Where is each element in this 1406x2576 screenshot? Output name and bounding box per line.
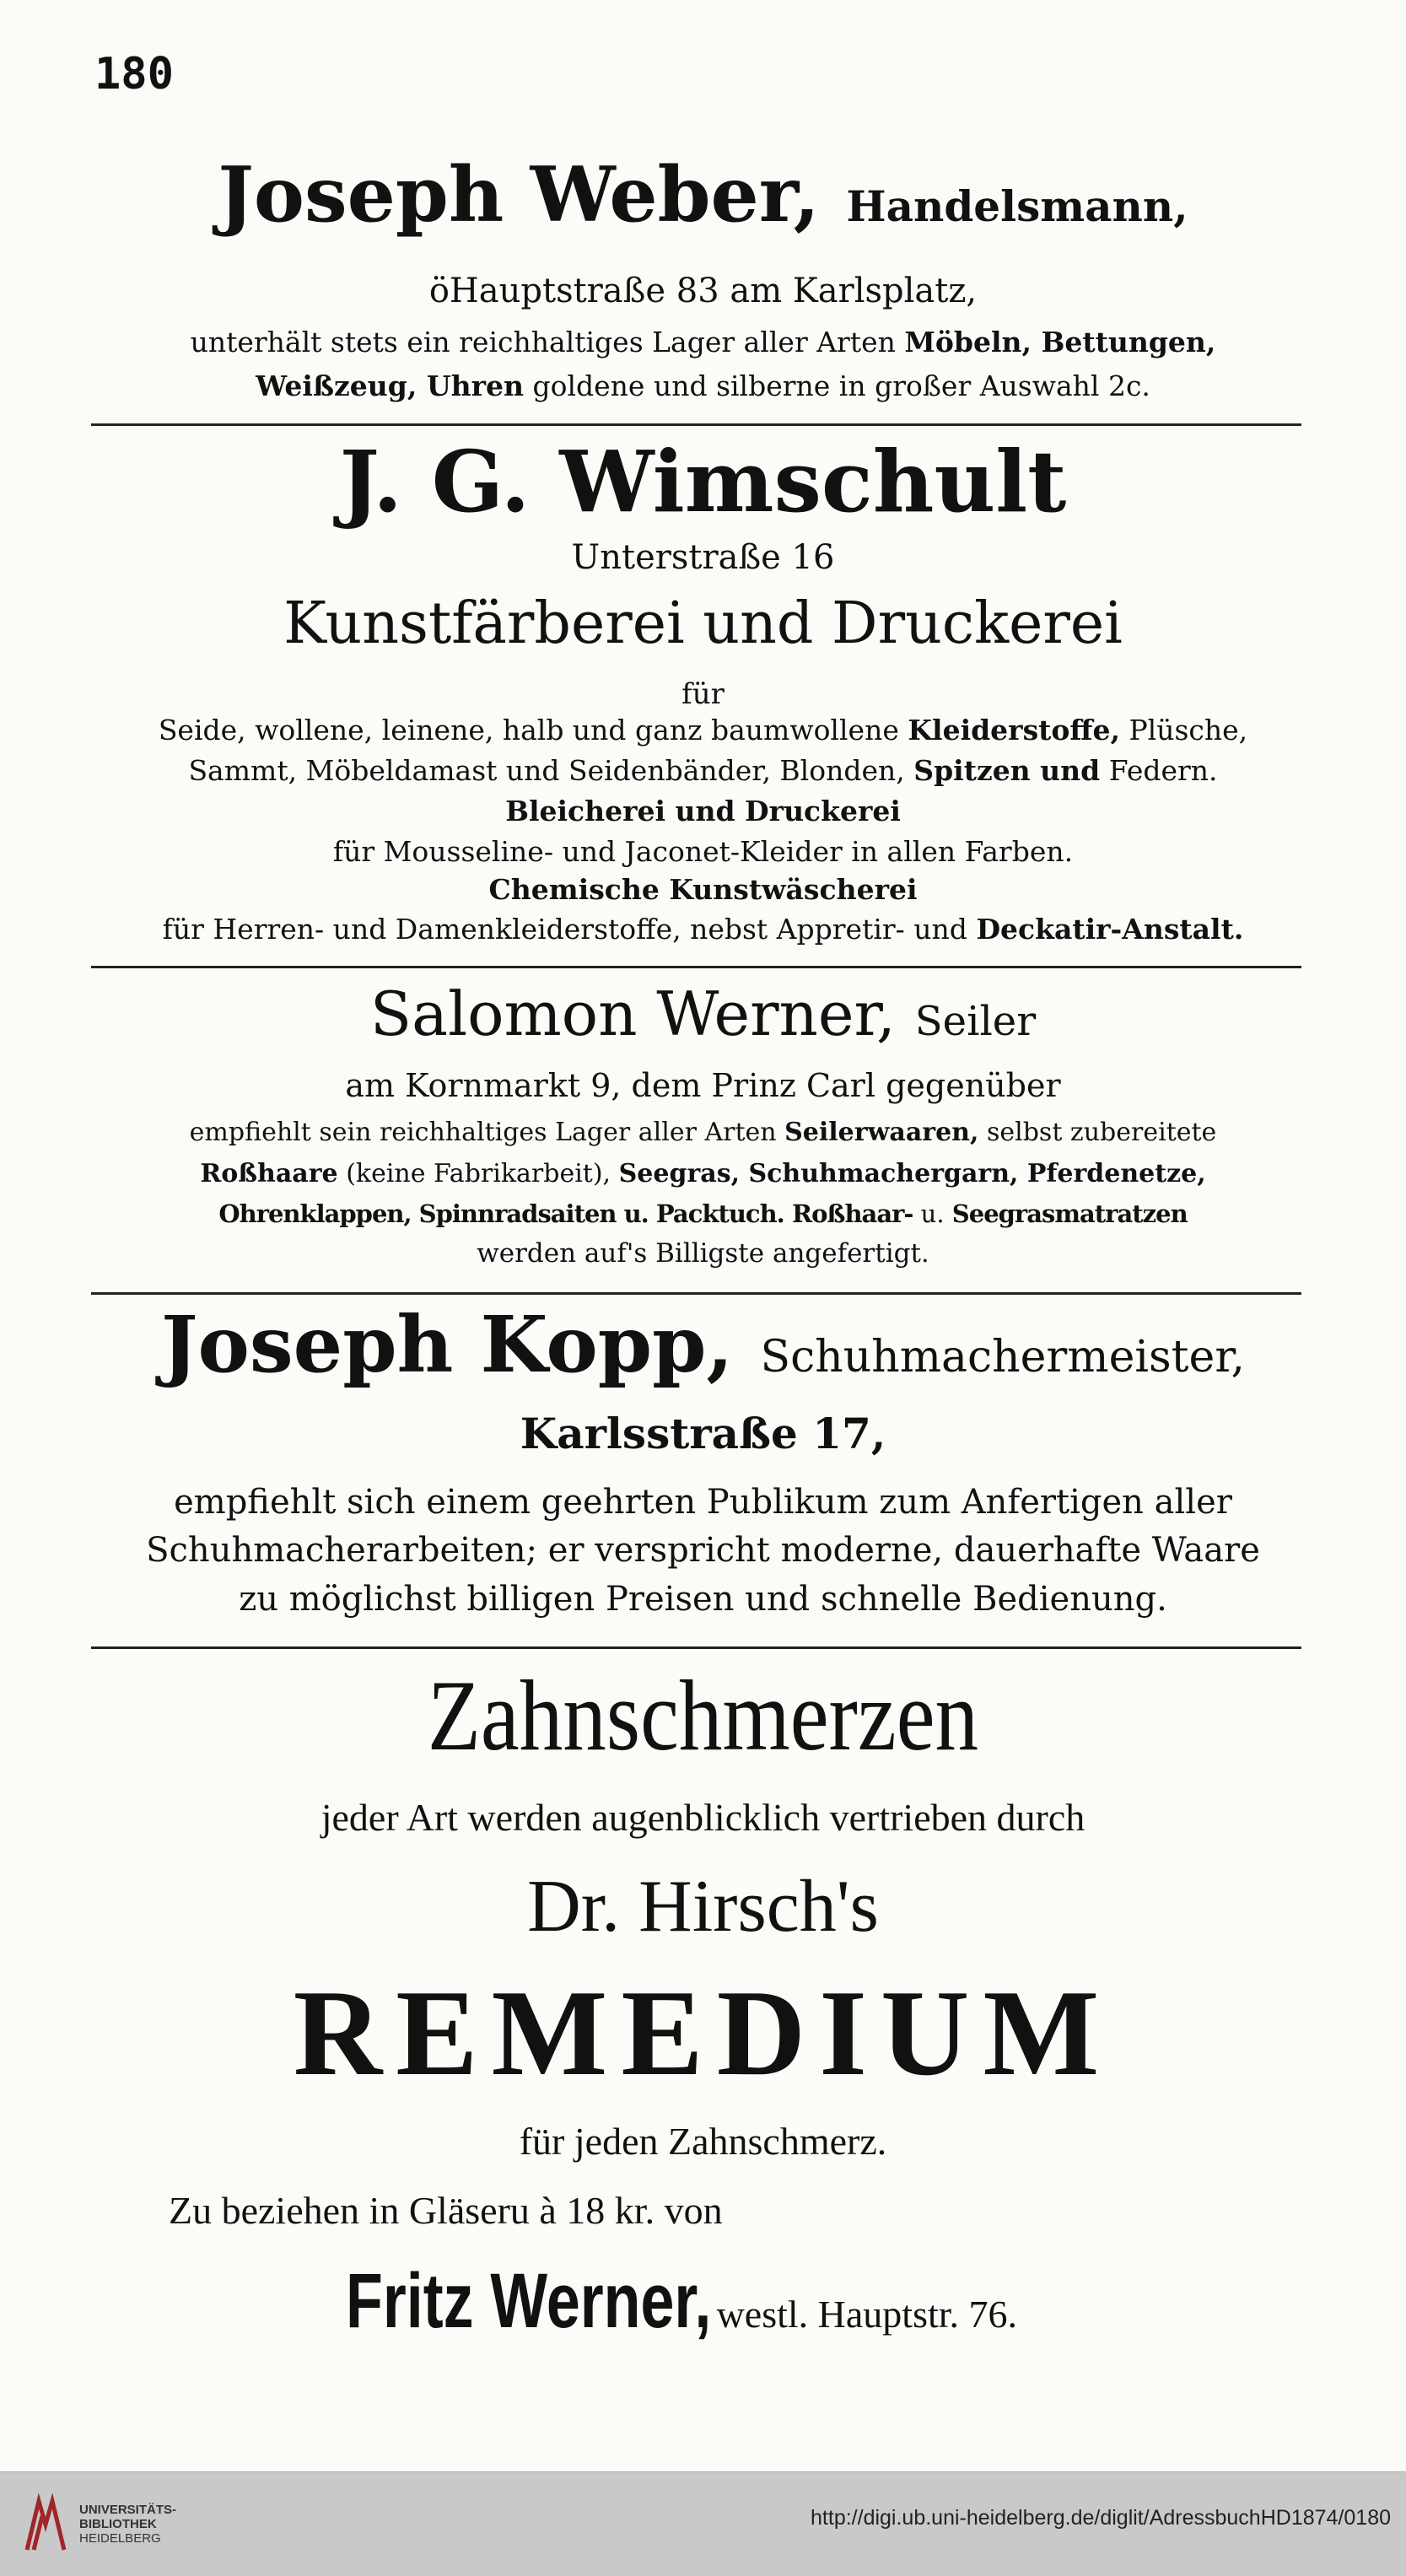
wimschult-line-4: für Herren- und Damenkleiderstoffe, nebst Appretir- und Deckatir-Anstalt. — [162, 913, 1244, 946]
werner-line-1: empfiehlt sein reichhaltiges Lager aller Arten Seilerwaaren, selbst zubereitete — [189, 1118, 1217, 1147]
wimschult-fuer: für — [681, 677, 725, 711]
weber-name: Joseph Weber, — [218, 150, 820, 240]
weber-heading — [0, 150, 1406, 240]
kopp-title: Schuhmachermeister, — [760, 1332, 1245, 1382]
university-library-logo — [15, 2491, 74, 2558]
divider — [91, 1292, 1301, 1295]
werner-address: am Kornmarkt 9, dem Prinz Carl gegenüber — [345, 1067, 1061, 1104]
hirsch-product: REMEDIUM — [293, 1964, 1113, 2101]
kopp-line-1: empfiehlt sich einem geehrten Publikum zum Anfertigen aller — [174, 1483, 1232, 1522]
werner-line-2: Roßhaare (keine Fabrikarbeit), Seegras, Schuhmachergarn, Pferdenetze, — [200, 1159, 1206, 1188]
hirsch-line-2: für jeden Zahnschmerz. — [519, 2120, 887, 2163]
wimschult-line-2: Sammt, Möbeldamast und Seidenbänder, Blonden, Spitzen und Federn. — [188, 754, 1218, 787]
weber-line-1: unterhält stets ein reichhaltiges Lager aller Arten Möbeln, Bettungen, — [190, 326, 1216, 358]
weber-title: Handelsmann, — [846, 181, 1188, 231]
weber-line-2: Weißzeug, Uhren goldene und silberne in großer Auswahl 2c. — [256, 369, 1150, 402]
wimschult-line-1: Seide, wollene, leinene, halb und ganz baumwollene Kleiderstoffe, Plüsche, — [158, 714, 1248, 746]
divider — [91, 423, 1301, 426]
werner-title: Seiler — [914, 998, 1037, 1045]
hirsch-doctor: Dr. Hirsch's — [527, 1866, 879, 1948]
wimschult-heading: Kunstfärberei und Druckerei — [283, 590, 1123, 657]
werner-line-3: Ohrenklappen, Spinnradsaiten u. Packtuch. Roßhaar- u. Seegrasmatratzen — [218, 1199, 1188, 1228]
kopp-line-3: zu möglichst billigen Preisen und schnelle Bedienung. — [239, 1580, 1167, 1619]
divider — [91, 966, 1301, 968]
kopp-address: Karlsstraße 17, — [520, 1409, 886, 1458]
weber-address: öHauptstraße 83 am Karlsplatz, — [428, 272, 978, 310]
page-number: 180 — [94, 49, 174, 100]
hirsch-line-3: Zu beziehen in Gläseru à 18 kr. von — [169, 2189, 723, 2232]
hirsch-seller-line — [346, 2257, 1017, 2346]
footer-bar — [0, 2471, 1406, 2576]
werner-name: Salomon Werner, — [369, 978, 896, 1049]
wimschult-name: J. G. Wimschult — [339, 432, 1067, 531]
wimschult-line-3: für Mousseline- und Jaconet-Kleider in allen Farben. — [332, 835, 1074, 868]
source-url-link[interactable]: http://digi.ub.uni-heidelberg.de/diglit/AdressbuchHD1874/0180 — [811, 2506, 1391, 2530]
hirsch-line-1: jeder Art werden augenblicklich vertrieben durch — [321, 1796, 1085, 1839]
werner-heading — [0, 978, 1406, 1049]
hirsch-seller: Fritz Werner, — [346, 2258, 712, 2344]
kopp-heading — [0, 1299, 1406, 1390]
kopp-line-2: Schuhmacherarbeiten; er verspricht moderne, dauerhafte Waare — [146, 1531, 1260, 1570]
wimschult-subheading-1: Bleicherei und Druckerei — [505, 795, 901, 827]
werner-line-4: werden auf's Billigste angefertigt. — [477, 1238, 929, 1269]
hirsch-headline: Zahnschmerzen — [427, 1659, 979, 1771]
hirsch-seller-address: westl. Hauptstr. 76. — [716, 2293, 1018, 2336]
divider — [91, 1646, 1301, 1649]
wimschult-address: Unterstraße 16 — [571, 538, 835, 577]
library-name: UNIVERSITÄTS- BIBLIOTHEK HEIDELBERG — [79, 2503, 177, 2546]
wimschult-subheading-2: Chemische Kunstwäscherei — [488, 873, 918, 906]
kopp-name: Joseph Kopp, — [160, 1299, 734, 1390]
